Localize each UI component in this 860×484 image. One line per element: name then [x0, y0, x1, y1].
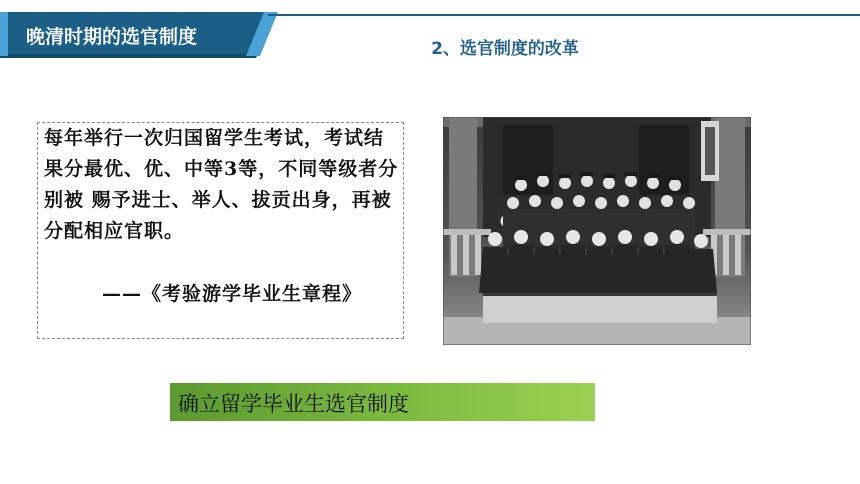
conclusion-text: 确立留学毕业生选官制度	[178, 392, 409, 416]
quote-source: ——《考验游学毕业生章程》	[102, 283, 363, 305]
quote-text: 每年举行一次归国留学生考试，考试结果分最优、优、中等3等，不同等级者分别被 赐予进士、举人、拔贡出身，再被分配相应官职。	[44, 127, 399, 242]
conclusion-banner	[170, 383, 595, 421]
historical-photo	[443, 117, 751, 345]
group-photo-icon	[443, 117, 751, 345]
header-divider	[268, 14, 860, 16]
header-bar	[0, 8, 278, 58]
page-title: 晚清时期的选官制度	[26, 26, 198, 48]
section-title: 2、选官制度的改革	[431, 39, 579, 59]
